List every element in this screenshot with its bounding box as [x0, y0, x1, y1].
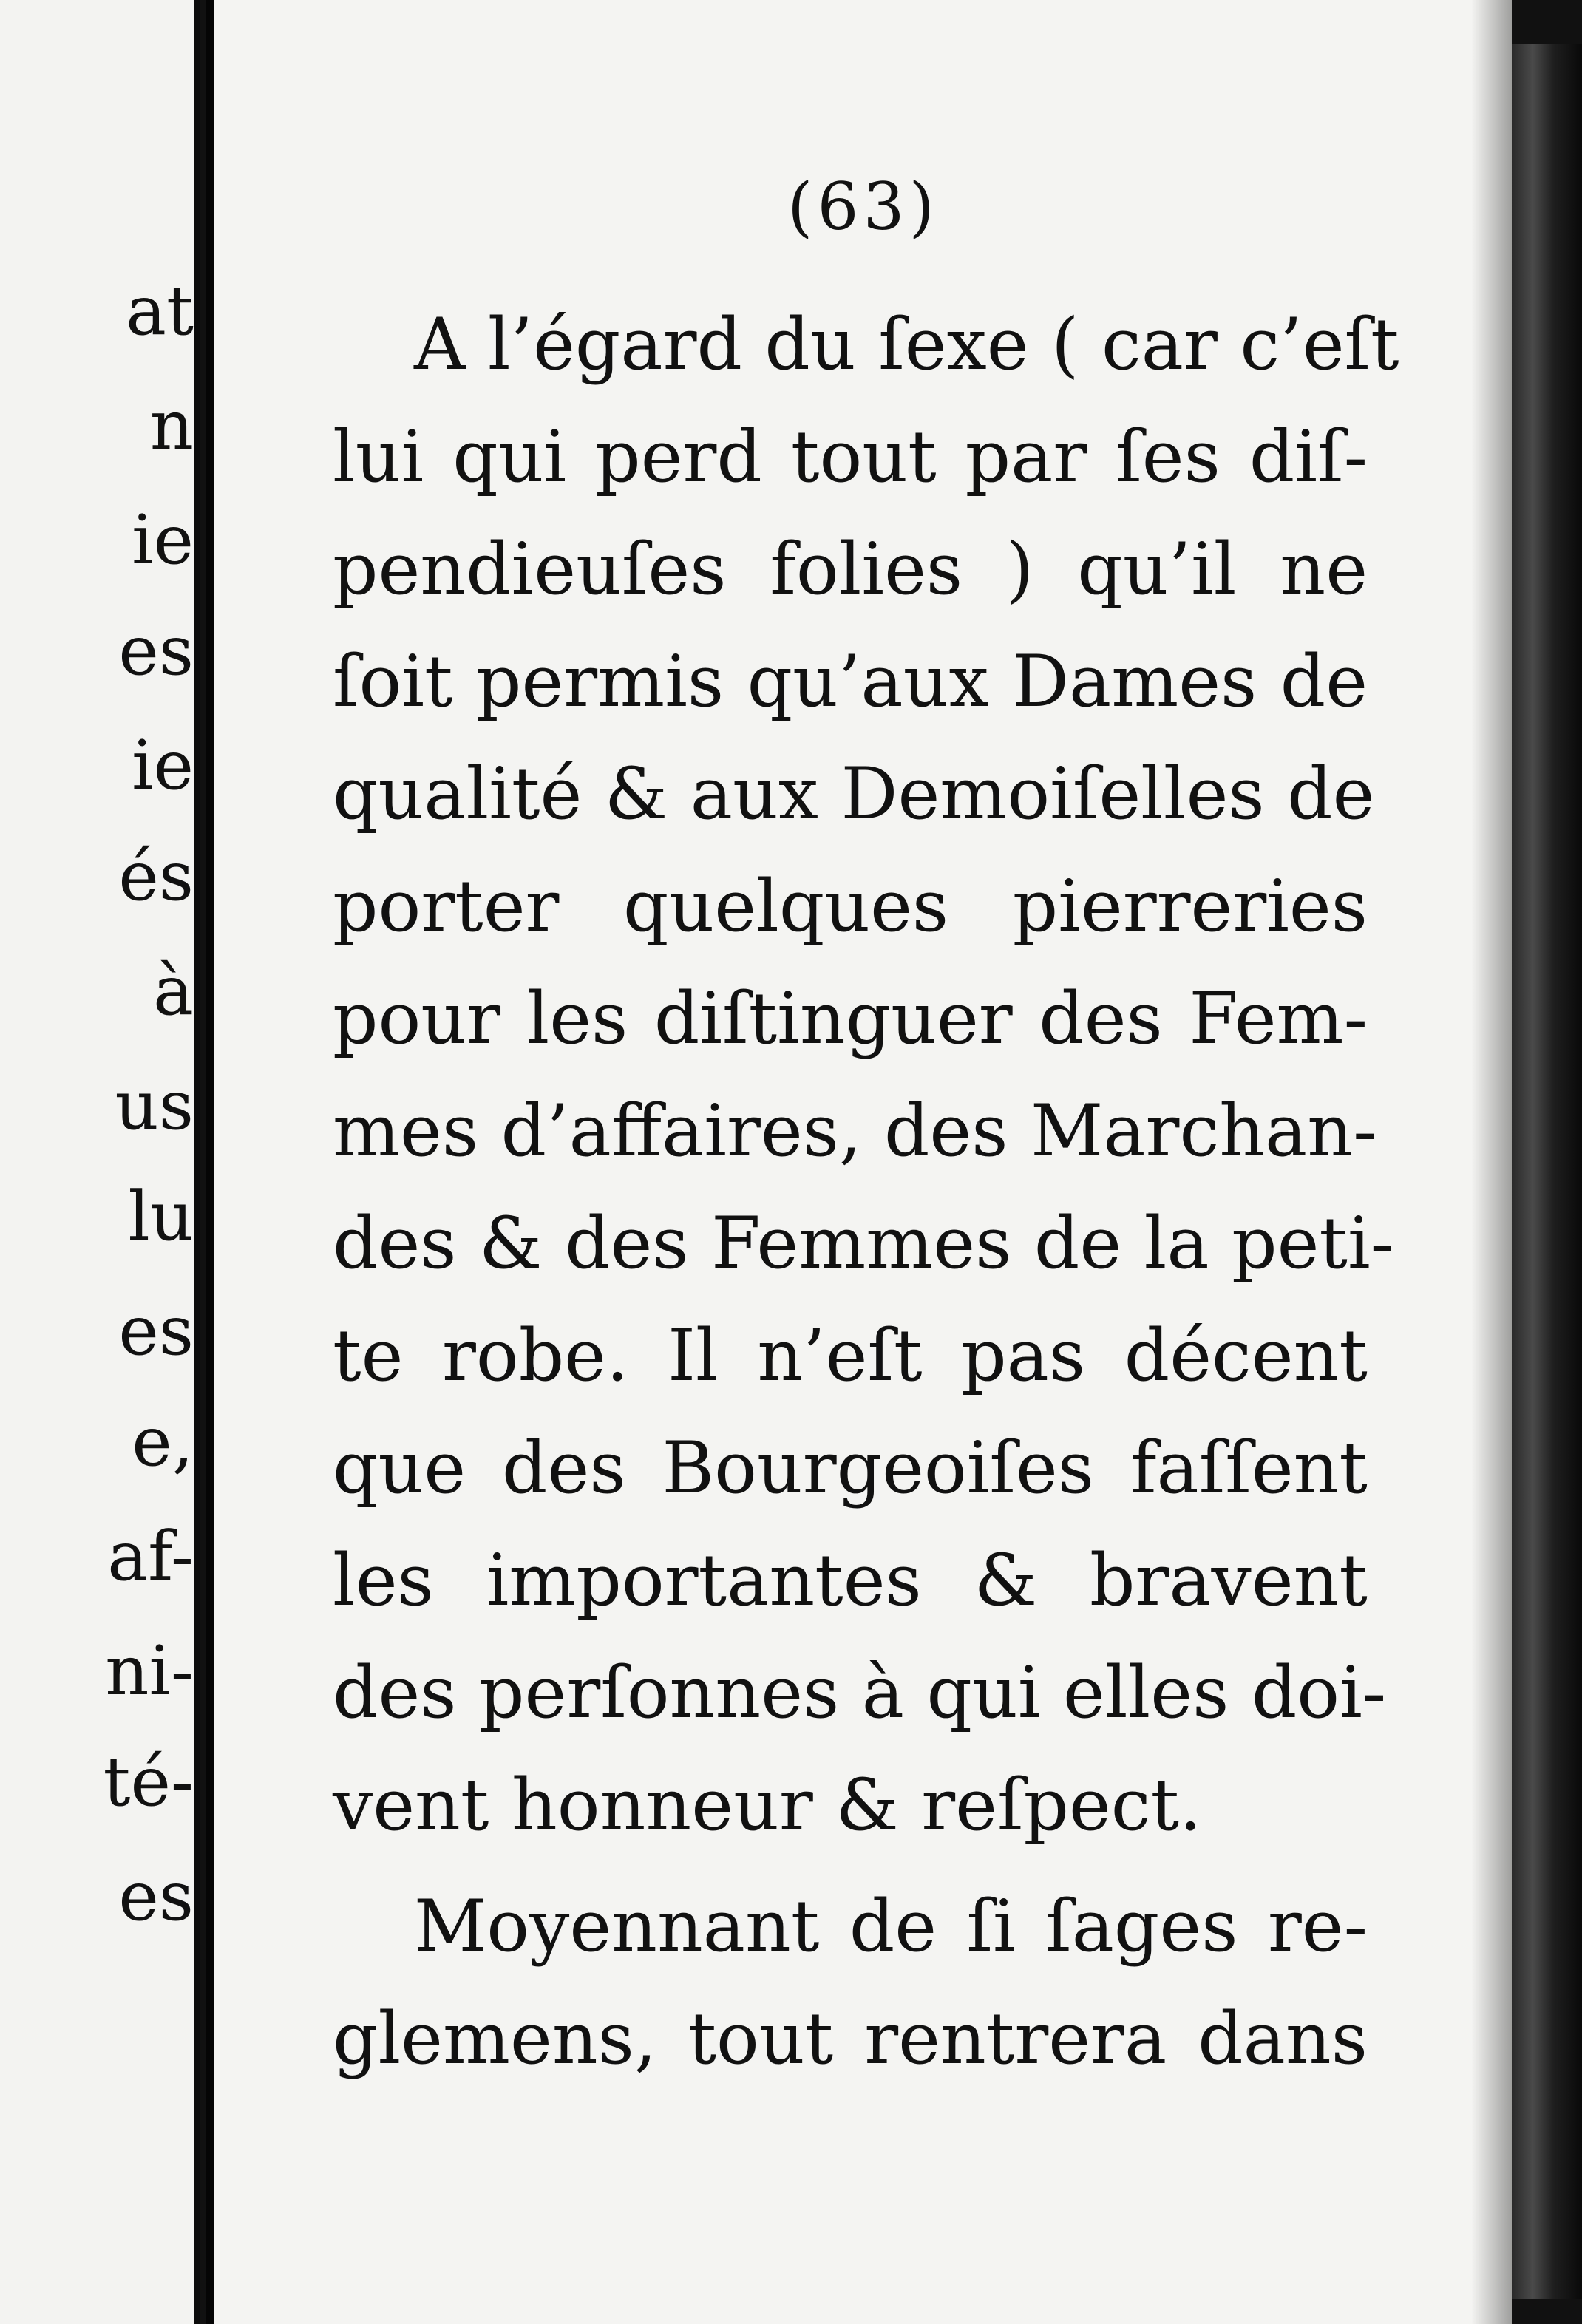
left-frame-line: [194, 0, 200, 2324]
left-page-fragment: ie: [132, 726, 194, 805]
left-page-fragment: n: [149, 386, 194, 465]
text-line: ſoit permis qu’aux Dames de: [333, 640, 1368, 723]
page-number: (63): [787, 169, 939, 245]
text-line: Moyennant de ſi ſages re-: [414, 1885, 1368, 1968]
text-line: mes d’affaires, des Marchan-: [333, 1090, 1377, 1172]
page-text: [333, 288, 1399, 2095]
left-facing-page: [0, 0, 194, 2324]
text-line: les importantes & bravent: [333, 1539, 1368, 1622]
left-page-fragment: af-: [107, 1517, 194, 1596]
main-page: [214, 0, 1512, 2324]
left-page-fragment: es: [118, 611, 194, 690]
text-line: pour les diſtinguer des Fem-: [333, 977, 1368, 1060]
page-edge-shadow: [1471, 0, 1512, 2324]
text-line: glemens, tout rentrera dans: [333, 1997, 1368, 2080]
left-page-fragment: lu: [128, 1177, 194, 1256]
left-page-fragment: ni-: [105, 1631, 194, 1710]
left-page-fragment: at: [126, 271, 194, 350]
text-line: qualité & aux Demoiſelles de: [333, 752, 1375, 835]
left-page-fragment: és: [118, 837, 194, 916]
book-edge: [1512, 44, 1582, 2299]
text-line: vent honneur & reſpect.: [333, 1764, 1202, 1846]
text-line: lui qui perd tout par ſes diſ-: [333, 415, 1368, 498]
left-page-fragment: e,: [132, 1402, 194, 1481]
paragraph-gap: [333, 1861, 1368, 1870]
left-page-fragment: té-: [103, 1742, 194, 1821]
left-page-fragment: us: [115, 1066, 194, 1145]
text-line: A l’égard du ſexe ( car c’eſt: [414, 303, 1399, 386]
gutter-line: [206, 0, 214, 2324]
text-line: pendieuſes folies ) qu’il ne: [333, 528, 1368, 611]
left-page-fragment: es: [118, 1291, 194, 1370]
paragraph: [333, 1870, 1368, 2095]
left-page-fragment: es: [118, 1857, 194, 1936]
left-page-fragment: à: [153, 951, 194, 1030]
left-page-fragment: ie: [132, 500, 194, 580]
text-line: des & des Femmes de la peti-: [333, 1202, 1395, 1285]
text-line: te robe. Il n’eſt pas décent: [333, 1314, 1368, 1397]
text-line: que des Bourgeoiſes faſſent: [333, 1427, 1368, 1509]
text-line: porter quelques pierreries: [333, 865, 1368, 948]
text-line: des perſonnes à qui elles doi-: [333, 1651, 1387, 1734]
paragraph: [333, 288, 1399, 1861]
